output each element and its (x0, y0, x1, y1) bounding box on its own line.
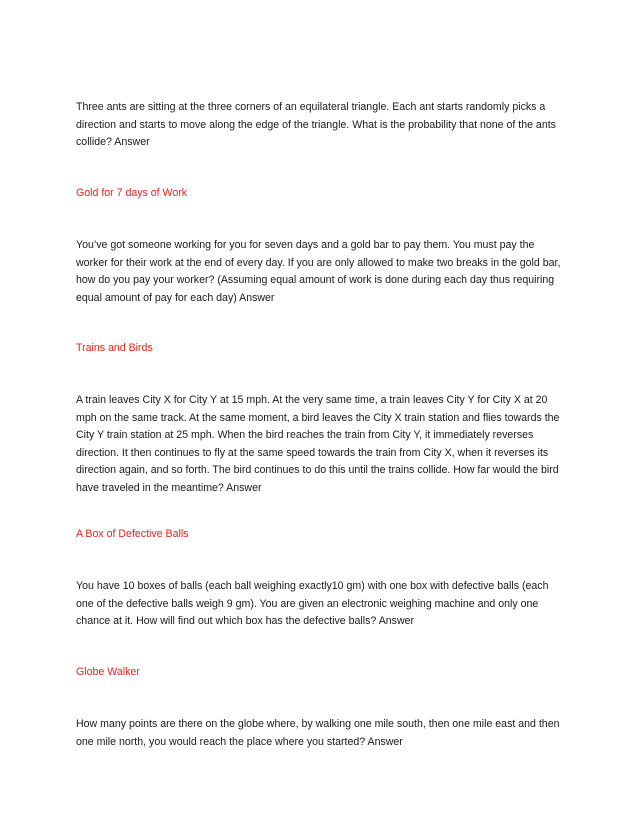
globe-walker-answer-link[interactable]: Answer (367, 735, 403, 748)
trains-birds-answer-link[interactable]: Answer (226, 481, 262, 494)
globe-walker-body: How many points are there on the globe where, by walking one mile south, then one mile east and then one mile north, you would reach the place where you started? (76, 718, 560, 748)
gold-work-text (76, 237, 568, 307)
defective-balls-heading: A Box of Defective Balls (76, 528, 189, 540)
trains-birds-heading: Trains and Birds (76, 342, 153, 354)
gold-work-heading: Gold for 7 days of Work (76, 187, 188, 199)
defective-balls-body: You have 10 boxes of balls (each ball weighing exactly10 gm) with one box with defective balls (each one of the defective balls weigh 9 gm). You are given an electronic weighing machine and only one chance at it. How will find out which box has the defective balls? (76, 580, 549, 627)
globe-walker-text (76, 716, 568, 751)
ants-puzzle-body: Three ants are sitting at the three corners of an equilateral triangle. Each ant starts randomly picks a direction and starts to move along the edge of the triangle. What is the probability that none of the ants collide? (76, 101, 556, 148)
trains-birds-text (76, 392, 568, 497)
ants-puzzle-text (76, 99, 568, 152)
gold-work-answer-link[interactable]: Answer (239, 291, 275, 304)
gold-work-body: You’ve got someone working for you for seven days and a gold bar to pay them. You must pay the worker for their work at the end of every day. If you are only allowed to make two breaks in the gold bar, how do you pay your worker? (Assuming equal amount of work is done during each day thus requiring equal amount of pay for each day) (76, 239, 561, 304)
ants-answer-link[interactable]: Answer (114, 136, 150, 148)
globe-walker-heading: Globe Walker (76, 666, 140, 678)
defective-balls-answer-link[interactable]: Answer (378, 615, 415, 627)
trains-birds-body: A train leaves City X for City Y at 15 mph. At the very same time, a train leaves City Y for City X at 20 mph on the same track. At the same moment, a bird leaves the City X train station and flies towards the City Y train station at 25 mph. When the bird reaches the train from City Y, it immediately reverses direction. It then continues to fly at the same speed towards the train from City X, when it reverses its direction again, and so forth. The bird continues to do this until the trains collide. How far would the bird have traveled in the meantime? (76, 394, 560, 494)
defective-balls-text (76, 578, 568, 631)
